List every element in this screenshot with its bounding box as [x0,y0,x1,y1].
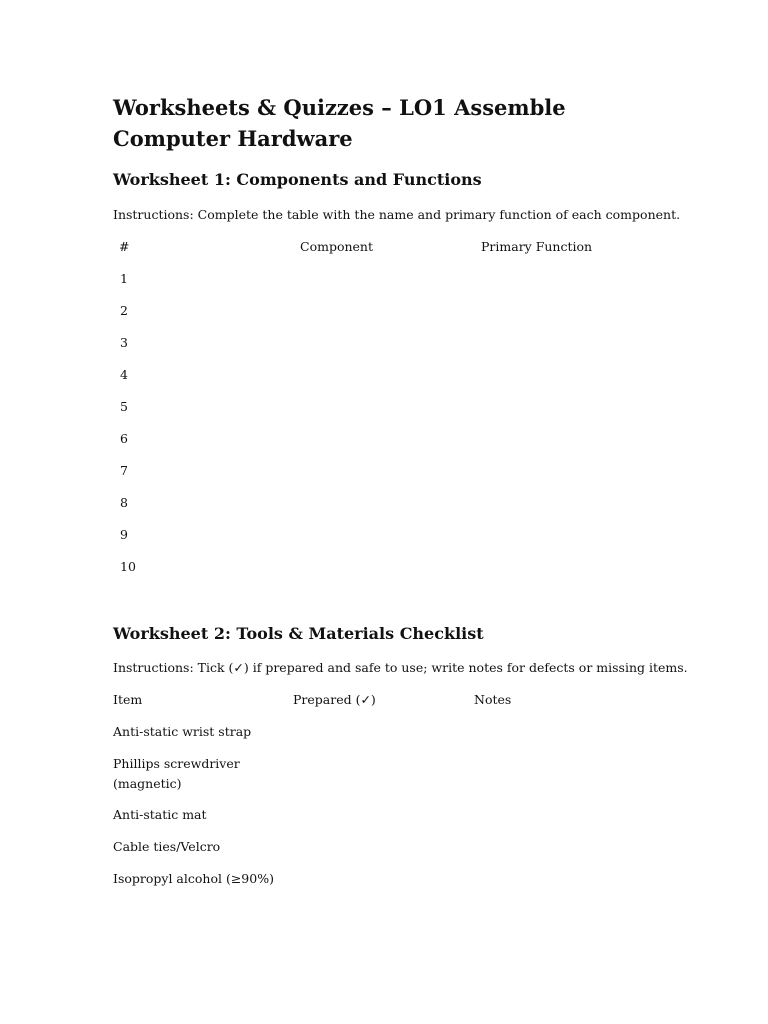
table-header-item: Item [113,692,143,707]
page-title: Worksheets & Quizzes – LO1 Assemble Computer Hardware [113,95,566,151]
worksheet1-instructions: Instructions: Complete the table with the name and primary function of each component. [113,207,681,222]
table-row-number: 8 [120,495,128,510]
table-header-prepared: Prepared (✓) [293,692,376,707]
table-row-number: 10 [120,559,136,574]
table-row-number: 4 [120,367,128,382]
checklist-item: Isopropyl alcohol (≥90%) [113,871,274,886]
checklist-item: Anti-static wrist strap [113,724,252,739]
checklist-item: Phillips screwdriver (magnetic) [113,756,240,791]
worksheet1-heading: Worksheet 1: Components and Functions [113,170,482,189]
table-row-number: 9 [120,527,128,542]
table-row-number: 3 [120,335,128,350]
worksheet2-instructions: Instructions: Tick (✓) if prepared and safe to use; write notes for defects or missing items. [113,660,688,675]
table-row-number: 2 [120,303,128,318]
table-header-component: Component [300,239,373,254]
checklist-item: Cable ties/Velcro [113,839,221,854]
table-row-number: 5 [120,399,128,414]
worksheet2-heading: Worksheet 2: Tools & Materials Checklist [113,624,484,643]
table-row-number: 6 [120,431,128,446]
table-row-number: 1 [120,271,128,286]
table-header-notes: Notes [474,692,512,707]
table-header-primary-function: Primary Function [481,239,593,254]
table-header-number: # [119,239,130,254]
table-row-number: 7 [120,463,128,478]
checklist-item: Anti-static mat [113,807,207,822]
